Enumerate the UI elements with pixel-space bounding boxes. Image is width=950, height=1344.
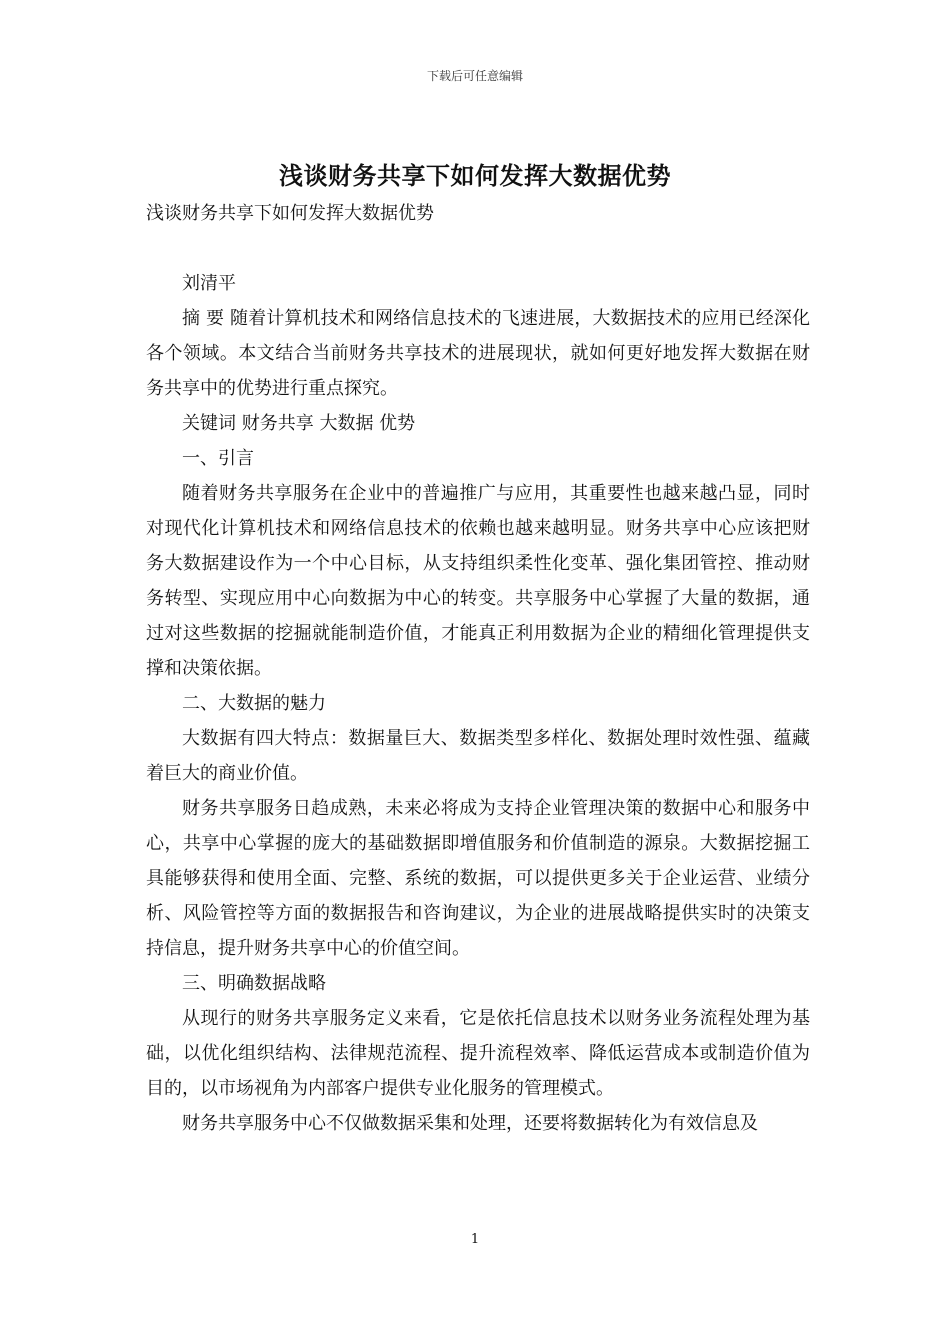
body-paragraph: 大数据有四大特点：数据量巨大、数据类型多样化、数据处理时效性强、蕴藏着巨大的商业价值。 xyxy=(146,728,810,784)
keywords-paragraph: 关键词 财务共享 大数据 优势 xyxy=(182,413,416,434)
page-number: 1 xyxy=(470,1232,480,1247)
body-paragraph: 从现行的财务共享服务定义来看，它是依托信息技术以财务业务流程处理为基础，以优化组织结构、法律规范流程、提升流程效率、降低运营成本或制造价值为目的，以市场视角为内部客户提供专业化服务的管理模式。 xyxy=(146,1008,810,1099)
abstract-paragraph: 摘 要 随着计算机技术和网络信息技术的飞速进展，大数据技术的应用已经深化各个领域。本文结合当前财务共享技术的进展现状，就如何更好地发挥大数据在财务共享中的优势进行重点探究。 xyxy=(146,308,810,399)
body-paragraph: 财务共享服务日趋成熟，未来必将成为支持企业管理决策的数据中心和服务中心，共享中心掌握的庞大的基础数据即增值服务和价值制造的源泉。大数据挖掘工具能够获得和使用全面、完整、系统的数据，可以提供更多关于企业运营、业绩分析、风险管控等方面的数据报告和咨询建议，为企业的进展战略提供实时的决策支持信息，提升财务共享中心的价值空间。 xyxy=(146,798,810,959)
document-title: 浅谈财务共享下如何发挥大数据优势 xyxy=(279,161,671,190)
page-header: 下载后可任意编辑 xyxy=(426,69,523,83)
section-heading: 二、大数据的魅力 xyxy=(182,693,326,714)
body-paragraph: 随着财务共享服务在企业中的普遍推广与应用，其重要性也越来越凸显，同时对现代化计算机技术和网络信息技术的依赖也越来越明显。财务共享中心应该把财务大数据建设作为一个中心目标，从支持组织柔性化变革、强化集团管控、推动财务转型、实现应用中心向数据为中心的转变。共享服务中心掌握了大量的数据，通过对这些数据的挖掘就能制造价值，才能真正利用数据为企业的精细化管理提供支撑和决策依据。 xyxy=(146,483,810,679)
author: 刘清平 xyxy=(182,273,236,294)
document-body xyxy=(146,196,810,1141)
blank-line xyxy=(146,231,810,266)
subtitle: 浅谈财务共享下如何发挥大数据优势 xyxy=(146,203,434,224)
section-heading: 一、引言 xyxy=(182,448,254,469)
section-heading: 三、明确数据战略 xyxy=(182,973,326,994)
body-paragraph: 财务共享服务中心不仅做数据采集和处理，还要将数据转化为有效信息及 xyxy=(182,1113,758,1134)
